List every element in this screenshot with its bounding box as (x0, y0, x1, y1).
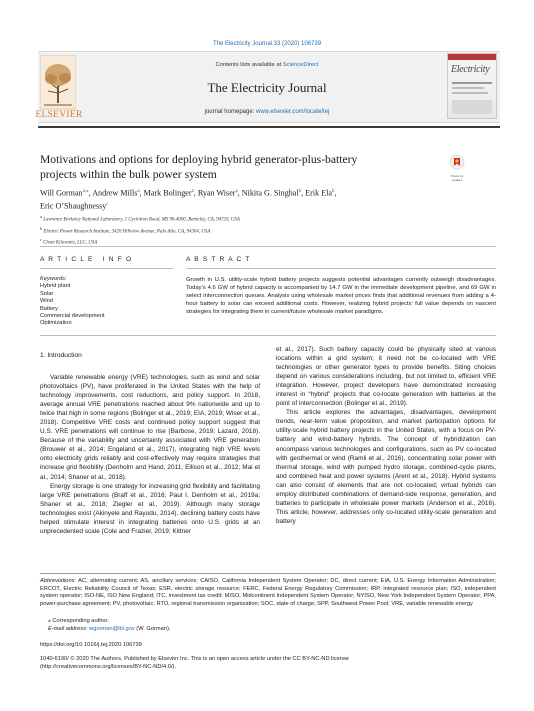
keyword: Hybrid plant (40, 283, 71, 290)
author-affiliation-marker[interactable]: a (191, 189, 194, 194)
body-paragraph: Variable renewable energy (VRE) technologies, such as wind and solar photovoltaics (PV), have proliferated in the United States with the help of technology improvements, cost reductions, and policy support. In 2018, average annual VRE penetrations reached about 9% nationwide and up to twice that high in some regions (Bolinger et al., 2019; EIA, 2019; Wiser et al., 2018). Competitive VRE costs and continued policy support suggest that U.S. VRE penetrations will continue to rise (Barbose, 2019; Lazard, 2018). Because of the variability and uncertainty associated with VRE generation (Brouwer et al., 2014; Engeland et al., 2017), integrating high VRE levels onto electricity grids reliably and cost-effectively may require strategies that increase grid flexibility (Denholm and Hand, 2011; Ellison et al., 2012; Mai et al., 2014; Shaner et al., 2018). (40, 374, 260, 481)
keywords-block (40, 276, 173, 328)
abbreviations-footnote (40, 578, 496, 608)
cover-title: Electricity (451, 64, 490, 75)
elsevier-wordmark: ELSEVIER (35, 110, 83, 120)
author-affiliation-marker[interactable]: b (298, 189, 302, 194)
homepage-link[interactable]: www.elsevier.com/locate/tej (256, 109, 330, 115)
keyword: Commercial development (40, 313, 105, 320)
affiliation-text: Electric Power Research Institute, 3420 Hillview Avenue, Palo Alto, CA, 94304, USA (42, 229, 211, 235)
abbreviations-label: Abbreviations: (40, 578, 77, 584)
affiliation (40, 213, 480, 225)
cover-image-block (452, 100, 492, 114)
cover-line (452, 82, 492, 84)
section-heading-introduction: 1. Introduction (40, 352, 82, 359)
footer-divider (40, 573, 496, 574)
body-paragraph: This article explores the advantages, disadvantages, development trends, near-term value proposition, and market participation options for utility-scale hybrid battery projects in the United States, with a focus on PV-battery and wind-battery hybrids. The concept of hybridization can encompass various technologies and configurations, such as PV co-located with geothermal or wind (Ramli et al., 2016), concentrating solar power with thermal storage, wind with pumped hydro storage, combined-cycle plants, and combined heat and power systems (Arent et al., 2018). Hybrid systems can also consist of elements that are not co-located; virtual hybrids can employ distributed combinations of demand-side response, generation, and batteries to participate in wholesale power markets (Anderson et al., 2016). This article, however, addresses only co-located utility-scale generation and battery (276, 409, 496, 525)
author-name[interactable]: Erik Ela (305, 188, 332, 198)
email-link[interactable]: wgorman@lbl.gov (89, 626, 135, 632)
article-title-line: projects within the bulk power system (40, 167, 217, 181)
body-right-column (276, 345, 496, 526)
author-name[interactable]: Will Gorman (40, 188, 83, 198)
check-updates-icon (449, 154, 465, 170)
affiliation-text: Clean Kilowatts, LLC, USA (41, 240, 98, 246)
affiliation-text: Lawrence Berkeley National Laboratory, 1 Cyclotron Road, MS 90-4000, Berkeley, CA, 94720, USA (42, 217, 240, 223)
affiliation-marker: a (40, 214, 42, 219)
corresponding-author-note: ⁎ Corresponding author. (48, 618, 109, 624)
author-name[interactable]: Ryan Wiser (197, 188, 236, 198)
contents-prefix: Contents lists available at (215, 62, 283, 68)
author-affiliation-marker[interactable]: a,⁎ (82, 189, 89, 194)
check-updates-text: updates (451, 177, 463, 182)
email-note (48, 626, 170, 634)
abstract-heading: A B S T R A C T (186, 256, 251, 263)
affiliations (40, 213, 480, 248)
abstract-text: Growth in U.S. utility-scale hybrid battery projects suggests potential advantages currently outweigh disadvantages. Today’s 4.6 GW of hybrid capacity is accompanied by 14.7 GW in the immediate development pipeline, and 69 GW in select interconnection queues. Analysis using wholesale market prices finds that additional revenues from adding a 4-hour battery to solar can exceed additional costs. However, realizing hybrid projects’ full value depends on nascent strategies for integrating them in current/future wholesale market paradigms. (186, 277, 496, 316)
keywords-label: Keywords: (40, 276, 67, 282)
author-line: Will Gorman$^{a,⁎}$, Andrew Mills$^a$, Mark Bolinger$^a$, Ryan Wiser$^a$, Nikita G. Singhal$^b$, Erik Ela$^b$, (40, 188, 337, 198)
keyword-list (40, 283, 173, 327)
copyright-text: 1040-6190/ © 2020 The Authors. Published by Elsevier Inc. This is an open access article under the CC BY-NC-ND license (40, 656, 349, 662)
front-matter-divider (40, 246, 496, 247)
author-name[interactable]: Nikita G. Singhal (241, 188, 299, 198)
copyright-line (40, 656, 496, 671)
keyword: Optimization (40, 320, 72, 327)
keyword: Wind (40, 298, 53, 305)
keyword: Battery (40, 305, 59, 312)
body-paragraph: et al., 2017). Such battery capacity could be physically sited at various locations within a grid system; it need not be co-located with VRE technologies or other generator types to provide benefits. Siting choices depend on various considerations including, but not limited to, efficient VRE integration. However, project developers have demonstrated increasing interest in “hybrid” projects that co-locate generation with batteries at the point of interconnection (Bolinger et al., 2019). (276, 346, 496, 408)
cover-line (452, 92, 488, 94)
keyword: Solar (40, 290, 54, 297)
affiliation (40, 225, 480, 237)
author-affiliation-marker[interactable]: a (235, 189, 238, 194)
article-info-rule (40, 268, 173, 269)
author-name[interactable]: Mark Bolinger (143, 188, 192, 198)
header-rule (38, 126, 500, 128)
check-for-updates-badge[interactable] (446, 154, 468, 180)
cover-line (452, 87, 484, 89)
affiliation-marker: c (40, 237, 42, 243)
body-paragraph: Energy storage is one strategy for increasing grid flexibility and facilitating large VRE penetrations (Braff et al., 2016; Paul I. Denholm et al., 2019a; Shaner et al., 2018; Ziegler et al., 2019). Although many storage technologies exist (Akinyele and Rayudu, 2014), declining battery costs have helped stimulate interest in integrating batteries onto U.S. grids at an unprecedented scale (Cole and Frazier, 2019; Kittner (40, 482, 260, 535)
author-name[interactable]: Eric O’Shaughnessy (40, 201, 107, 211)
journal-cover-thumbnail[interactable] (447, 53, 497, 119)
abstract-rule (186, 268, 496, 269)
author-affiliation-marker[interactable]: a (137, 189, 140, 194)
body-left-column (40, 373, 260, 536)
affiliation-marker: b (40, 225, 42, 231)
sciencedirect-link[interactable]: ScienceDirect (282, 62, 319, 68)
doi-link[interactable]: https://doi.org/10.1016/j.tej.2020.106739 (40, 642, 142, 648)
author-list (40, 186, 480, 211)
homepage-prefix: journal homepage: (204, 109, 256, 115)
author-name[interactable]: Andrew Mills (92, 188, 138, 198)
license-url[interactable]: (http://creativecommons.org/licenses/BY-NC-ND/4.0/). (40, 663, 177, 670)
journal-title: The Electricity Journal (207, 80, 327, 95)
author-affiliation-marker[interactable]: c (106, 201, 109, 207)
email-suffix: (W. Gorman). (134, 626, 171, 632)
article-title (40, 153, 440, 182)
author-affiliation-marker[interactable]: b (331, 189, 335, 194)
cover-top-stripe (448, 54, 496, 60)
abstract-bottom-rule (40, 335, 496, 336)
abbreviations-text: AC, alternating current; AS, ancillary services; CAISO, California Independent System Operator; DC, direct current; EIA, U.S. Energy Information Administration; ERCOT, Electric Reliability Council of Texas; ESR, electric storage resource; FERC, Federal Energy Regulatory Commission; IRP, integrated resource plan; ISO, independent system operator; ISO-NE, ISO New England; ITC, investment tax credit; MISO, Midcontinent Independent System Operator; NYISO, New York Independent System Operator; PPA, power-purchase agreement; PV, photovoltaic; RTO, regional transmission organization; SOC, state of charge; SPP, Southwest Power Pool; VRE, variable renewable energy (40, 578, 496, 607)
journal-citation[interactable]: The Electricity Journal 33 (2020) 106739 (212, 41, 322, 47)
check-updates-text: Check for (450, 174, 464, 178)
article-title-line: Motivations and options for deploying hybrid generator-plus-battery (40, 153, 358, 166)
email-label: E-mail address: (48, 626, 88, 632)
article-info-heading: A R T I C L E I N F O (40, 256, 133, 263)
author-line (40, 199, 480, 212)
